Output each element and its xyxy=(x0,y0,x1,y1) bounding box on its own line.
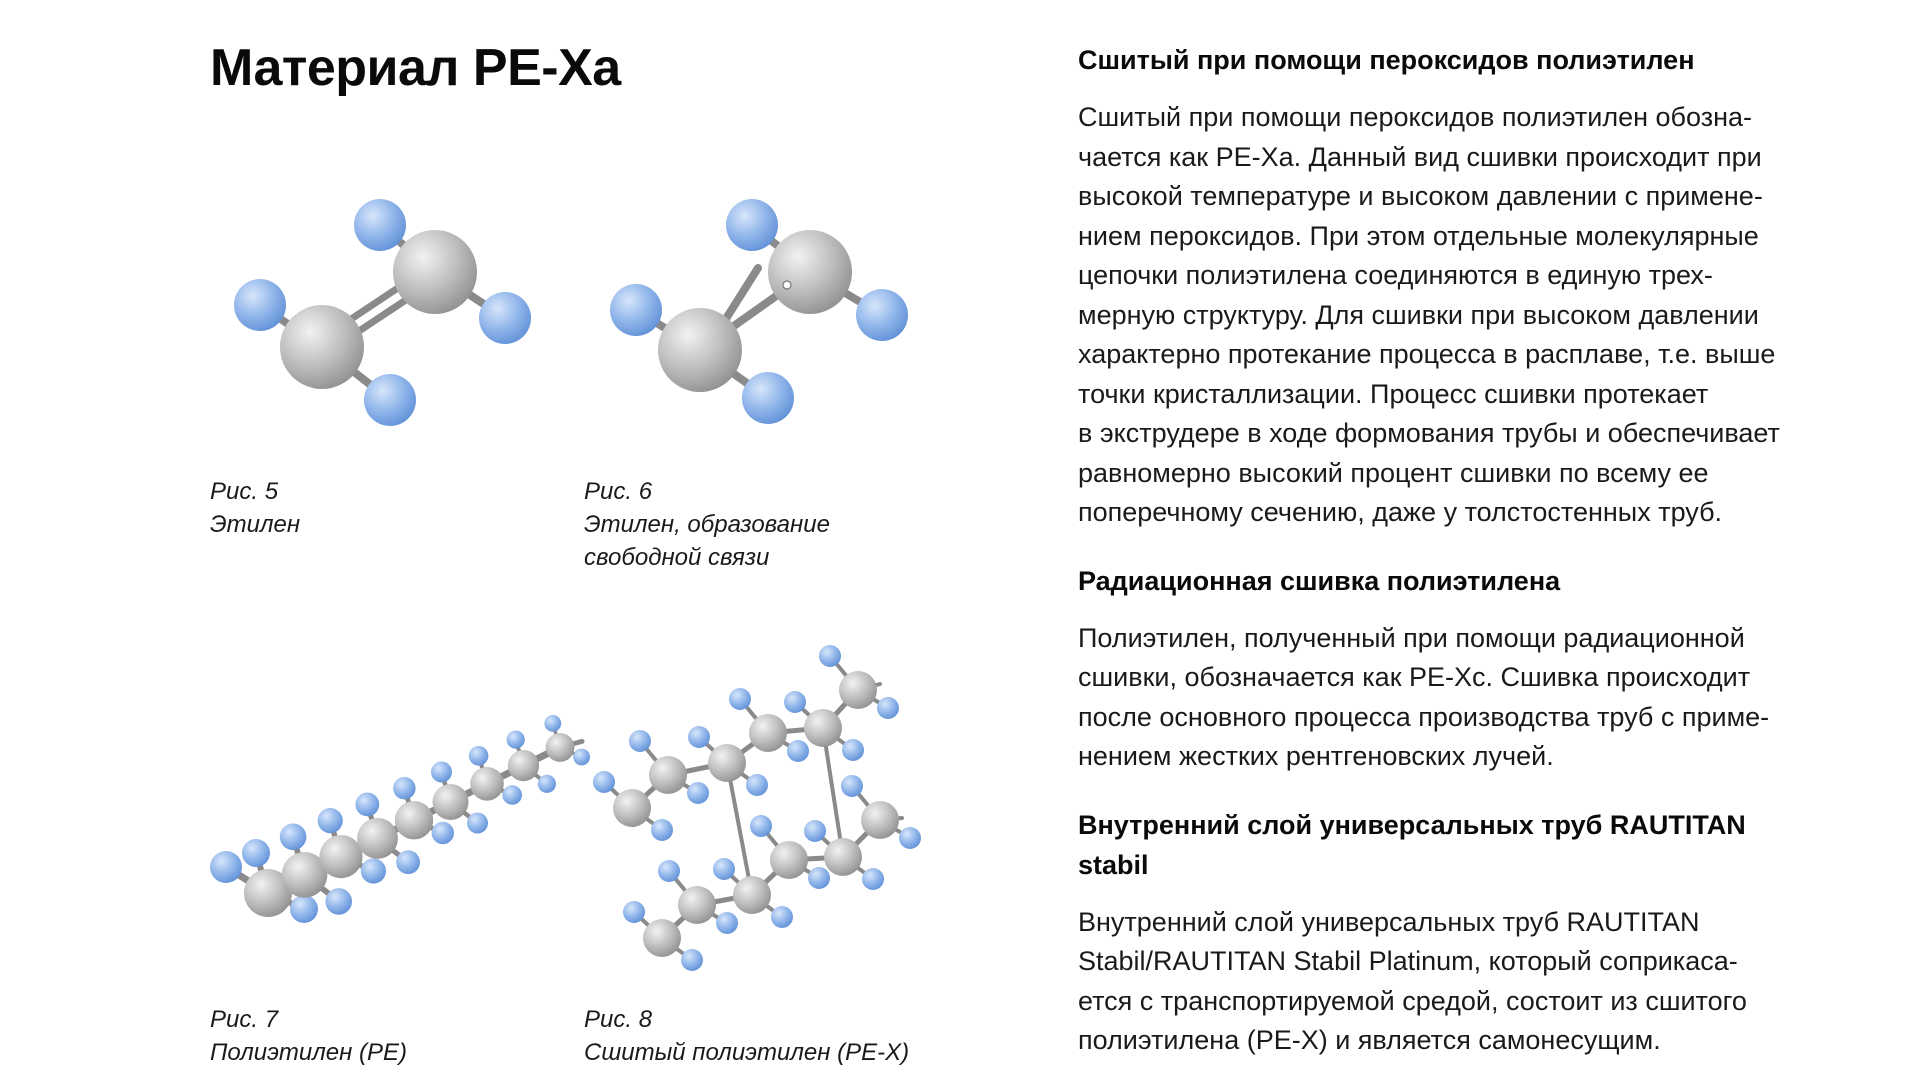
carbon-atom xyxy=(395,801,433,839)
hydrogen-atom xyxy=(355,793,379,817)
body-line: нием пероксидов. При этом отдельные молекулярные xyxy=(1078,220,1759,251)
section-heading xyxy=(1078,561,1818,601)
section-peroxide xyxy=(1078,40,1818,533)
page-title: Материал PE-Xa xyxy=(210,39,621,97)
hydrogen-atom xyxy=(280,824,307,851)
hydrogen-atom xyxy=(713,858,735,880)
figure-number: Рис. 6 xyxy=(584,478,653,505)
hydrogen-atom xyxy=(899,827,921,849)
hydrogen-atom xyxy=(467,813,488,834)
section-body xyxy=(1078,98,1818,533)
heading-line: Радиационная сшивка полиэтилена xyxy=(1078,565,1561,596)
figure-caption-line: Этилен, образование xyxy=(584,511,830,538)
section-heading xyxy=(1078,805,1818,885)
hydrogen-atom xyxy=(716,912,738,934)
carbon-atom xyxy=(613,789,651,827)
body-line: в экструдере в ходе формования трубы и обеспечивает xyxy=(1078,418,1780,448)
hydrogen-atom xyxy=(364,374,416,426)
hydrogen-atom xyxy=(726,199,778,251)
hydrogen-atom xyxy=(784,691,806,713)
carbon-atom xyxy=(768,230,852,314)
figure-caption-8 xyxy=(584,1003,909,1069)
figure-caption-5 xyxy=(210,475,300,541)
hydrogen-atom xyxy=(750,815,772,837)
ethylene-molecule-icon xyxy=(200,185,560,435)
hydrogen-atom xyxy=(354,199,406,251)
hydrogen-atom xyxy=(819,645,841,667)
body-line: нением жестких рентгеновских лучей. xyxy=(1078,741,1554,771)
carbon-atom xyxy=(804,709,842,747)
hydrogen-atom xyxy=(318,808,343,833)
hydrogen-atom xyxy=(479,292,531,344)
carbon-atom xyxy=(393,230,477,314)
body-line: Внутренний слой универсальных труб RAUTITAN xyxy=(1078,906,1700,937)
carbon-atom xyxy=(280,305,364,389)
hydrogen-atom xyxy=(651,819,673,841)
hydrogen-atom xyxy=(771,906,793,928)
hydrogen-atom xyxy=(787,740,809,762)
hydrogen-atom xyxy=(502,785,522,805)
body-line: полиэтилена (PE-X) и является самонесущим. xyxy=(1078,1025,1661,1055)
heading-line: Сшитый при помощи пероксидов полиэтилен xyxy=(1078,45,1695,75)
hydrogen-atom xyxy=(687,782,709,804)
carbon-atom xyxy=(658,308,742,392)
section-heading xyxy=(1078,40,1818,80)
carbon-atom xyxy=(319,835,362,878)
body-line: характерно протекание процесса в расплаве, т.е. выше xyxy=(1078,339,1776,369)
carbon-atom xyxy=(678,886,716,924)
body-line: Сшитый при помощи пероксидов полиэтилен обозна- xyxy=(1078,102,1752,132)
hydrogen-atom xyxy=(431,762,452,783)
carbon-atom xyxy=(824,838,862,876)
hydrogen-atom xyxy=(593,771,615,793)
carbon-atom xyxy=(546,733,575,762)
bond xyxy=(823,728,843,857)
body-line: высокой температуре и высоком давлении с примене- xyxy=(1078,181,1763,211)
body-line: Полиэтилен, полученный при помощи радиационной xyxy=(1078,622,1745,653)
figure-caption-6 xyxy=(584,475,830,574)
hydrogen-atom xyxy=(544,715,561,732)
figure-number: Рис. 8 xyxy=(584,1006,653,1033)
text-column xyxy=(1078,40,1818,1061)
heading-line: stabil xyxy=(1078,849,1149,880)
figure-caption-line: Сшитый полиэтилен (PE-X) xyxy=(584,1039,910,1066)
carbon-atom xyxy=(861,801,899,839)
hydrogen-atom xyxy=(623,901,645,923)
body-line: равномерно высокий процент сшивки по всему ее xyxy=(1078,457,1709,488)
carbon-atom xyxy=(749,714,787,752)
hydrogen-atom xyxy=(234,279,286,331)
hydrogen-atom xyxy=(808,867,830,889)
hydrogen-atom xyxy=(396,850,420,874)
free-radical-dot xyxy=(783,281,791,289)
figure-caption-line: свободной связи xyxy=(584,544,770,571)
ethylene-free-bond-molecule-icon xyxy=(590,185,940,435)
hydrogen-atom xyxy=(393,777,415,799)
carbon-atom xyxy=(433,784,469,820)
hydrogen-atom xyxy=(729,688,751,710)
hydrogen-atom xyxy=(681,949,703,971)
hydrogen-atom xyxy=(658,860,680,882)
carbon-atom xyxy=(470,767,504,801)
carbon-atom xyxy=(643,919,681,957)
hydrogen-atom xyxy=(746,774,768,796)
carbon-atom xyxy=(733,876,771,914)
hydrogen-atom xyxy=(862,868,884,890)
hydrogen-atom xyxy=(325,888,352,915)
figure-caption-7 xyxy=(210,1003,407,1069)
figure-caption-line: Полиэтилен (PE) xyxy=(210,1039,407,1066)
figure-number: Рис. 7 xyxy=(210,1006,279,1033)
polyethylene-chain-icon xyxy=(195,690,565,950)
section-body xyxy=(1078,619,1818,777)
carbon-atom xyxy=(649,756,687,794)
body-line: точки кристаллизации. Процесс сшивки протекает xyxy=(1078,378,1709,409)
hydrogen-atom xyxy=(290,895,318,923)
hydrogen-atom xyxy=(841,775,863,797)
hydrogen-atom xyxy=(538,775,556,793)
carbon-atom xyxy=(357,818,398,859)
body-line: Stabil/RAUTITAN Stabil Platinum, который соприкаса- xyxy=(1078,946,1738,976)
hydrogen-atom xyxy=(842,739,864,761)
figure-number: Рис. 5 xyxy=(210,478,279,505)
body-line: чается как PE-Xa. Данный вид сшивки происходит при xyxy=(1078,141,1762,172)
hydrogen-atom xyxy=(856,289,908,341)
carbon-atom xyxy=(708,744,746,782)
hydrogen-atom xyxy=(610,284,662,336)
body-line: поперечному сечению, даже у толстостенных труб. xyxy=(1078,497,1723,527)
hydrogen-atom xyxy=(432,822,454,844)
body-line: мерную структуру. Для сшивки при высоком давлении xyxy=(1078,299,1759,330)
hydrogen-atom xyxy=(688,726,710,748)
hydrogen-atom xyxy=(804,820,826,842)
carbon-atom xyxy=(508,750,539,781)
hydrogen-atom xyxy=(877,697,899,719)
crosslinked-polyethylene-icon xyxy=(585,650,930,990)
hydrogen-atom xyxy=(210,851,242,883)
hydrogen-atom xyxy=(507,731,525,749)
figure-caption-line: Этилен xyxy=(210,511,301,538)
carbon-atom xyxy=(770,841,808,879)
body-line: после основного процесса производства труб с приме- xyxy=(1078,701,1770,732)
hydrogen-atom xyxy=(742,372,794,424)
body-line: ется с транспортируемой средой, состоит из сшитого xyxy=(1078,985,1747,1016)
hydrogen-atom xyxy=(242,839,270,867)
hydrogen-atom xyxy=(629,730,651,752)
heading-line: Внутренний слой универсальных труб RAUTITAN xyxy=(1078,809,1746,840)
hydrogen-atom xyxy=(361,858,386,883)
section-radiation xyxy=(1078,561,1818,777)
section-body xyxy=(1078,903,1818,1061)
body-line: сшивки, обозначается как PE-Xc. Сшивка происходит xyxy=(1078,662,1751,692)
hydrogen-atom xyxy=(469,746,489,766)
carbon-atom xyxy=(839,671,877,709)
section-inner-layer xyxy=(1078,805,1818,1061)
body-line: цепочки полиэтилена соединяются в единую трех- xyxy=(1078,260,1713,290)
